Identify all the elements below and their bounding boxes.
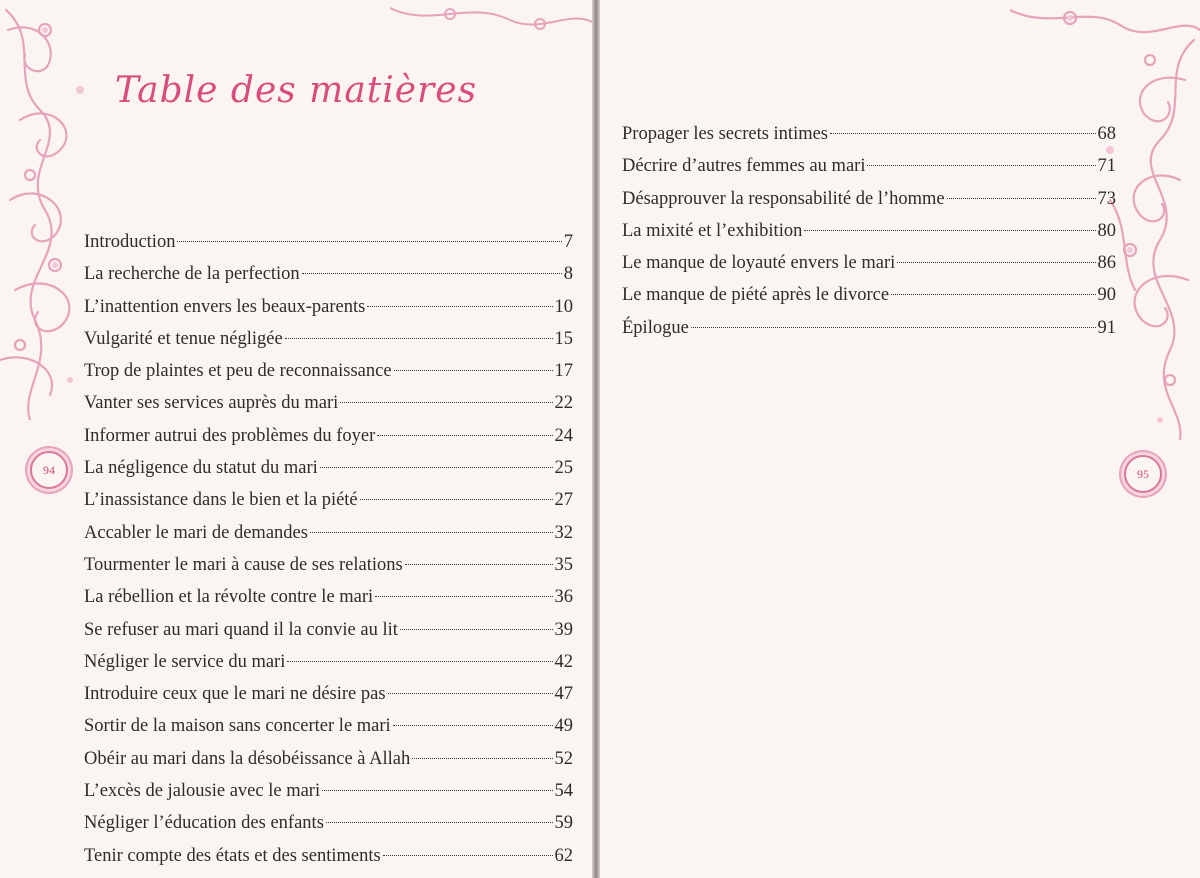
toc-entry xyxy=(84,426,573,458)
dot-leader xyxy=(310,532,553,533)
toc-entry-page: 22 xyxy=(554,393,573,414)
toc-entry-page: 15 xyxy=(554,328,573,349)
toc-entry xyxy=(622,221,1116,253)
toc-entry-title: Désapprouver la responsabilité de l’homme xyxy=(622,188,945,209)
dot-leader xyxy=(412,758,552,759)
toc-entry-title: Propager les secrets intimes xyxy=(622,124,829,144)
dot-leader xyxy=(400,629,553,630)
toc-entry-page: 8 xyxy=(563,264,573,285)
toc-entry-title: Tenir compte des états et des sentiments xyxy=(84,845,381,866)
toc-entry-page: 17 xyxy=(554,361,573,382)
toc-entry-title: Vulgarité et tenue négligée xyxy=(84,328,283,349)
floral-ornament-icon xyxy=(390,0,592,40)
toc-entry-page: 36 xyxy=(554,587,573,608)
toc-entry-page: 54 xyxy=(554,781,573,802)
toc-entry-page: 39 xyxy=(554,619,573,640)
toc-entry xyxy=(84,297,573,329)
toc-entry-page: 62 xyxy=(554,845,573,866)
page-title: Table des matières xyxy=(114,70,478,111)
toc-entry xyxy=(84,555,573,587)
toc-entry-page: 25 xyxy=(554,458,573,479)
page-number: 95 xyxy=(1137,466,1149,481)
toc-entry-page: 27 xyxy=(554,490,573,511)
toc-entry xyxy=(84,813,573,845)
toc-entry-title: Vanter ses services auprès du mari xyxy=(84,393,339,414)
dot-leader xyxy=(383,855,553,856)
toc-entry-title: La mixité et l’exhibition xyxy=(622,220,803,241)
toc-entry xyxy=(622,124,1116,156)
toc-entry-title: Le manque de loyauté envers le mari xyxy=(622,253,896,274)
dot-leader xyxy=(388,693,553,694)
dot-leader xyxy=(830,133,1095,134)
toc-entry-page: 24 xyxy=(554,425,573,446)
toc-entry-title: Accabler le mari de demandes xyxy=(84,522,308,543)
toc-entry-title: Tourmenter le mari à cause de ses relations xyxy=(84,554,403,575)
toc-entry-page: 32 xyxy=(554,522,573,543)
toc-entry-title: Épilogue xyxy=(622,317,689,338)
toc-list-left xyxy=(84,232,573,878)
page-number-badge xyxy=(1124,455,1162,493)
toc-entry-page: 73 xyxy=(1097,188,1116,209)
toc-entry xyxy=(84,749,573,781)
toc-entry-page: 10 xyxy=(554,296,573,317)
dot-leader xyxy=(394,370,553,371)
left-page xyxy=(0,0,592,878)
toc-entry xyxy=(84,716,573,748)
toc-entry-page: 90 xyxy=(1097,285,1116,306)
toc-entry-title: La rébellion et la révolte contre le mari xyxy=(84,587,374,608)
page-number: 94 xyxy=(43,462,55,477)
toc-entry xyxy=(622,318,1116,350)
toc-entry-title: L’inattention envers les beaux-parents xyxy=(84,296,366,317)
toc-entry-title: Le manque de piété après le divorce xyxy=(622,285,890,306)
toc-entry xyxy=(622,156,1116,188)
toc-entry-page: 91 xyxy=(1097,317,1116,338)
toc-entry xyxy=(622,253,1116,285)
toc-entry-page: 68 xyxy=(1097,124,1116,144)
toc-entry-title: L’inassistance dans le bien et la piété xyxy=(84,490,358,511)
dot-leader xyxy=(867,165,1095,166)
dot-leader xyxy=(177,241,561,242)
dot-leader xyxy=(302,273,562,274)
toc-entry xyxy=(622,189,1116,221)
toc-entry xyxy=(84,264,573,296)
toc-entry-page: 35 xyxy=(554,554,573,575)
toc-entry xyxy=(84,846,573,878)
book-gutter xyxy=(592,0,600,878)
toc-entry-title: Informer autrui des problèmes du foyer xyxy=(84,425,376,446)
dot-leader xyxy=(691,327,1096,328)
toc-entry xyxy=(84,587,573,619)
dot-leader xyxy=(393,725,553,726)
toc-entry-page: 59 xyxy=(554,813,573,834)
toc-entry-page: 42 xyxy=(554,651,573,672)
toc-entry xyxy=(84,393,573,425)
dot-leader xyxy=(897,262,1095,263)
toc-entry-title: Négliger le service du mari xyxy=(84,651,286,672)
toc-entry xyxy=(84,361,573,393)
toc-entry-page: 52 xyxy=(554,748,573,769)
toc-entry-title: Trop de plaintes et peu de reconnaissance xyxy=(84,361,392,382)
toc-entry xyxy=(84,620,573,652)
dot-leader xyxy=(287,661,552,662)
toc-entry xyxy=(84,684,573,716)
toc-entry-page: 7 xyxy=(563,232,573,252)
toc-entry-title: Décrire d’autres femmes au mari xyxy=(622,156,866,177)
toc-entry-page: 47 xyxy=(554,684,573,705)
dot-leader xyxy=(375,596,552,597)
dot-leader xyxy=(377,435,552,436)
toc-entry xyxy=(84,458,573,490)
toc-entry-page: 71 xyxy=(1097,156,1116,177)
toc-entry-title: Négliger l’éducation des enfants xyxy=(84,813,324,834)
dot-leader xyxy=(320,467,553,468)
toc-entry-page: 86 xyxy=(1097,253,1116,274)
toc-entry-title: Se refuser au mari quand il la convie au lit xyxy=(84,619,398,640)
dot-leader xyxy=(322,790,552,791)
dot-leader xyxy=(360,499,553,500)
toc-entry-title: Obéir au mari dans la désobéissance à Allah xyxy=(84,748,411,769)
toc-entry xyxy=(84,329,573,361)
toc-entry-page: 80 xyxy=(1097,220,1116,241)
dot-leader xyxy=(405,564,553,565)
toc-entry-title: La négligence du statut du mari xyxy=(84,458,318,479)
toc-entry xyxy=(84,781,573,813)
page-number-badge xyxy=(30,451,68,489)
dot-leader xyxy=(326,822,553,823)
toc-entry-title: L’excès de jalousie avec le mari xyxy=(84,781,321,802)
right-page xyxy=(600,0,1200,878)
toc-entry-title: Introduction xyxy=(84,232,176,252)
dot-leader xyxy=(367,306,552,307)
toc-entry xyxy=(622,285,1116,317)
dot-leader xyxy=(804,230,1095,231)
toc-entry xyxy=(84,232,573,264)
toc-entry-title: Introduire ceux que le mari ne désire pas xyxy=(84,684,386,705)
dot-leader xyxy=(891,294,1095,295)
toc-list-right xyxy=(622,124,1116,350)
dot-leader xyxy=(947,198,1096,199)
dot-leader xyxy=(285,338,553,339)
toc-entry-title: Sortir de la maison sans concerter le mari xyxy=(84,716,391,737)
toc-entry xyxy=(84,523,573,555)
toc-entry xyxy=(84,490,573,522)
dot-leader xyxy=(340,402,552,403)
toc-entry-page: 49 xyxy=(554,716,573,737)
toc-entry xyxy=(84,652,573,684)
toc-entry-title: La recherche de la perfection xyxy=(84,264,300,285)
